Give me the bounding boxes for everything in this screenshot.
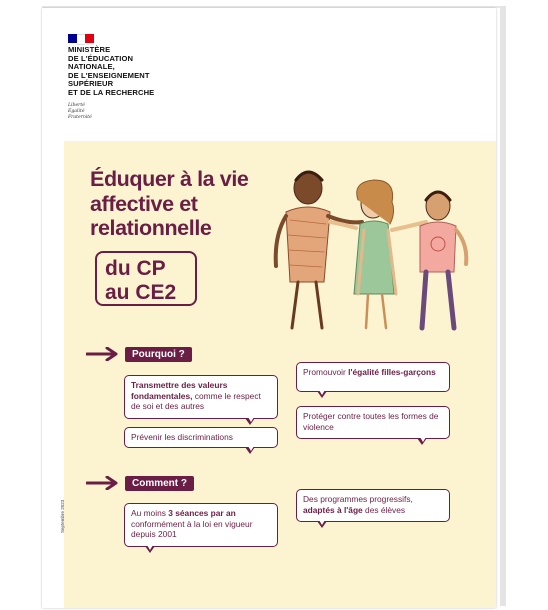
page-right-edge bbox=[500, 6, 506, 606]
page-title: Éduquer à la vie affective et relationnelle bbox=[90, 167, 249, 240]
why-label: Pourquoi ? bbox=[125, 347, 192, 362]
why-bubble-equality: Promouvoir l'égalité filles-garçons bbox=[296, 362, 450, 392]
why-bubble-violence: Protéger contre toutes les formes de violence bbox=[296, 406, 450, 439]
how-bubble-sessions: Au moins 3 séances par an conformément à la loi en vigueur depuis 2001 bbox=[124, 503, 278, 547]
how-arrow-icon bbox=[86, 476, 120, 490]
why-bubble-values: Transmettre des valeurs fondamentales, comme le respect de soi et des autres bbox=[124, 375, 278, 419]
why-bubble-discrimination: Prévenir les discriminations bbox=[124, 427, 278, 448]
ministry-name: MINISTÈRE DE L'ÉDUCATION NATIONALE, DE L'ENSEIGNEMENT SUPÉRIEUR ET DE LA RECHERCHE bbox=[68, 45, 155, 97]
republic-motto: Liberté Égalité Fraternité bbox=[68, 103, 92, 120]
publication-date: Septembre 2023 bbox=[60, 499, 65, 533]
grade-range-box: du CP au CE2 bbox=[95, 251, 197, 306]
three-children-illustration bbox=[268, 160, 473, 332]
french-flag-icon bbox=[68, 34, 94, 43]
how-label: Comment ? bbox=[125, 476, 194, 491]
why-arrow-icon bbox=[86, 347, 120, 361]
how-bubble-programs: Des programmes progressifs, adaptés à l'âge des élèves bbox=[296, 489, 450, 522]
